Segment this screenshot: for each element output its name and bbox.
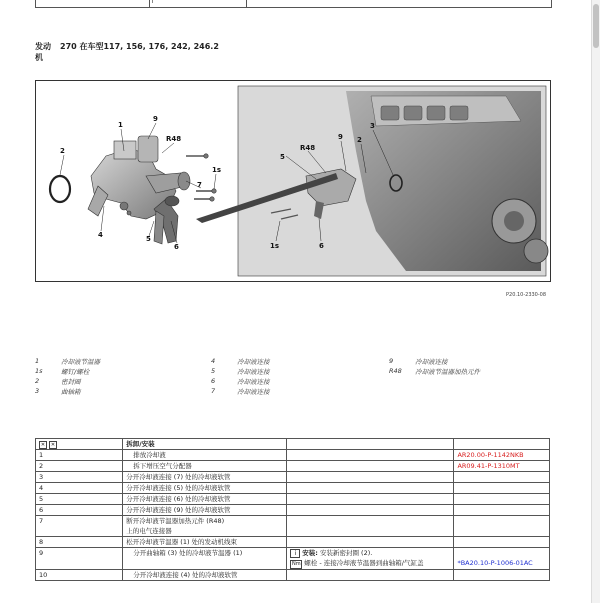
callout-left-7: 7 (197, 181, 202, 189)
callout-right-2: 2 (357, 136, 362, 144)
figure-reference: P20.10-2330-08 (506, 292, 547, 298)
table-row: 7 断开冷却液节温器加热元件 (R48) 上的电气连接器 (36, 516, 550, 537)
table-row: 10 分开冷却液连接 (4) 处的冷却液软管 (36, 570, 550, 581)
procedure-table (35, 438, 550, 581)
callout-right-3: 3 (370, 122, 375, 130)
install-icon: ✕ (50, 442, 56, 448)
callout-left-6: 6 (174, 243, 179, 251)
callout-left-4: 4 (98, 231, 103, 239)
table-row: 3 分开冷却液连接 (7) 处的冷却液软管 (36, 472, 550, 483)
table-header-row (36, 439, 550, 450)
callout-left-9: 9 (153, 115, 158, 123)
callout-right-1s: 1s (270, 242, 280, 250)
callout-left-5: 5 (146, 235, 151, 243)
table-row: 2 拆下增压空气分配器 AR09.41-P-1310MT (36, 461, 550, 472)
remove-icon: ✕ (40, 442, 46, 448)
table-row: 4 分开冷却液连接 (5) 处的冷却液软管 (36, 483, 550, 494)
info-icon: i (290, 549, 300, 558)
heading-code: 270 在车型117, 156, 176, 242, 246.2 (60, 42, 219, 51)
previous-table-fragment (35, 0, 552, 8)
engine-illustration (36, 81, 550, 281)
table-row: 8 松开冷却液节温器 (1) 处的发动机线束 (36, 537, 550, 548)
scrollbar-thumb[interactable] (593, 4, 599, 48)
callout-right-5: 5 (280, 153, 285, 161)
reference-link[interactable]: AR09.41-P-1310MT (454, 461, 550, 472)
callout-left-1: 1 (118, 121, 123, 129)
callout-left-2: 2 (60, 147, 65, 155)
callout-left-r48: R48 (166, 135, 182, 143)
table-row: 1 排放冷却液 AR20.00-P-1142NKB (36, 450, 550, 461)
table-row: 9 分开曲轴箱 (3) 处的冷却液节温器 (1) i 安装: 安装新密封圈 (2). Nm 螺栓 - 连接冷却液节温器到曲轴箱/气缸盖 *BA20.10-P-1006-01AC (36, 548, 550, 570)
torque-icon: Nm (291, 561, 301, 567)
reference-link[interactable]: AR20.00-P-1142NKB (454, 450, 550, 461)
header-label: 拆卸/安装 (123, 439, 287, 450)
callout-right-9: 9 (338, 133, 343, 141)
callout-right-6: 6 (319, 242, 324, 250)
heading-label: 发动 机 (35, 42, 51, 62)
table-row: 5 分开冷却液连接 (6) 处的冷却液软管 (36, 494, 550, 505)
page-heading (35, 41, 219, 63)
table-row: 6 分开冷却液连接 (9) 处的冷却液软管 (36, 505, 550, 516)
callout-right-r48: R48 (300, 144, 316, 152)
torque-reference-link[interactable]: *BA20.10-P-1006-01AC (457, 559, 533, 567)
callout-left-1s: 1s (212, 166, 222, 174)
legend: 1 冷却液节温器 1s 螺钉/螺栓 2 密封圈 3 曲轴箱 4 冷却液连接 5 冷却液连接 6 冷却液连接 7 冷却液连接 9 冷却液连接 R48 冷却液节温器加热元件 (35, 357, 480, 396)
engine-block-photo (238, 86, 548, 276)
engine-figure (35, 80, 551, 282)
scrollbar-track[interactable] (591, 0, 600, 603)
